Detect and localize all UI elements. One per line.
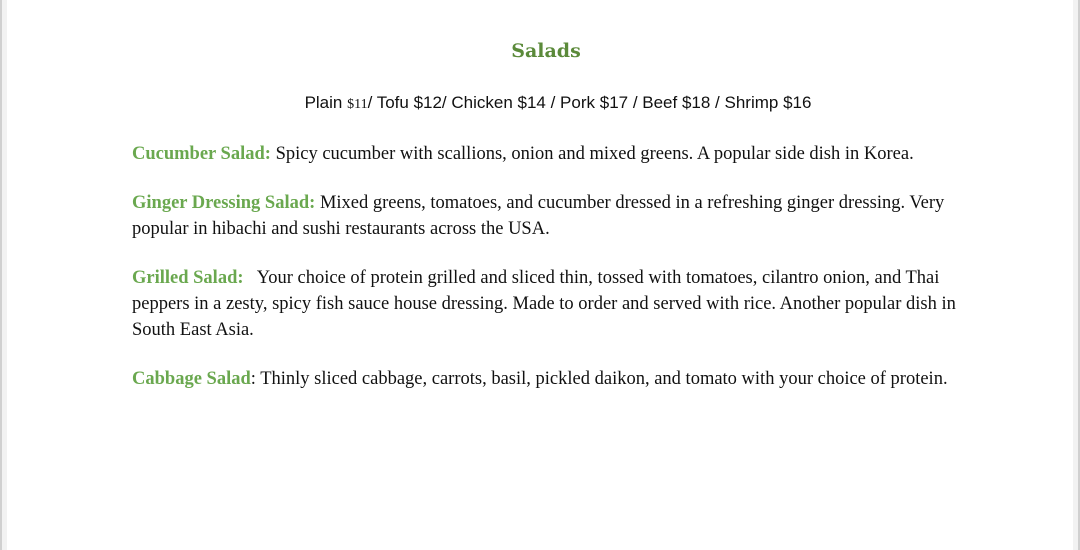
plain-price: $11	[347, 97, 368, 112]
price-line-start: Plain	[304, 93, 348, 112]
item-name: Grilled Salad:	[132, 268, 244, 288]
item-name: Ginger Dressing Salad:	[132, 193, 316, 213]
menu-items	[132, 141, 962, 415]
price-line-rest: / Tofu $12/ Chicken $14 / Pork $17 / Beef $18 / Shrimp $16	[367, 93, 812, 112]
item-name: Cucumber Salad:	[132, 144, 271, 164]
item-name: Cabbage Salad	[132, 369, 251, 389]
item-description: Thinly sliced cabbage, carrots, basil, pickled daikon, and tomato with your choice of protein.	[260, 369, 948, 389]
menu-item-grilled-salad	[132, 265, 962, 343]
item-separator: :	[250, 369, 261, 389]
menu-item-cabbage-salad	[132, 366, 962, 392]
page-edge-right	[1073, 0, 1078, 550]
menu-item-ginger-dressing-salad	[132, 190, 962, 242]
item-description: Mixed greens, tomatoes, and cucumber dressed in a refreshing ginger dressing. Very popular in hibachi and sushi restaurants across the USA.	[132, 193, 945, 239]
section-title: Salads	[511, 40, 581, 62]
page-edge-left	[2, 0, 7, 550]
item-description: Your choice of protein grilled and sliced thin, tossed with tomatoes, cilantro onion, and Thai peppers in a zesty, spicy fish sauce house dressing. Made to order and served with rice. Another popular dish in South East Asia.	[132, 268, 956, 340]
item-description: Spicy cucumber with scallions, onion and mixed greens. A popular side dish in Korea.	[275, 144, 914, 164]
item-separator	[244, 268, 257, 288]
menu-item-cucumber-salad	[132, 141, 962, 167]
price-line	[2, 93, 1080, 113]
